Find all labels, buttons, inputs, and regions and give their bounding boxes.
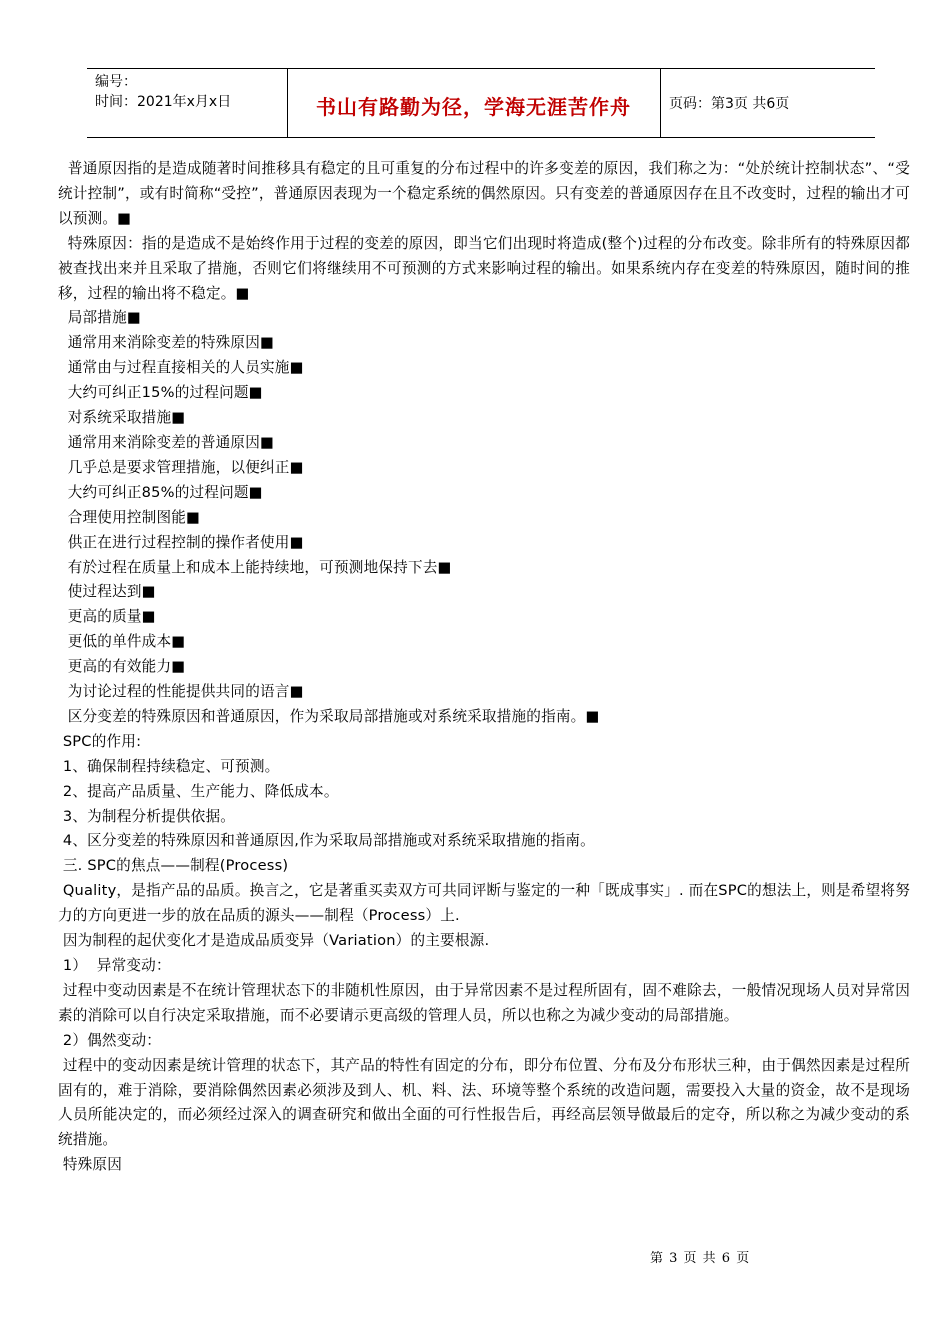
body-paragraph: 通常用来消除变差的普通原因■ [58,433,274,451]
body-paragraph: SPC的作用: [58,732,142,750]
body-paragraph: 4、区分变差的特殊原因和普通原因,作为采取局部措施或对系统采取措施的指南。 [58,832,595,850]
body-paragraph: 普通原因指的是造成随著时间推移具有稳定的且可重复的分布过程中的许多变差的原因，我们称之为：“处於统计控制状态”、“受统计控制”，或有时简称“受控”，普通原因表现为一个稳定系统的偶然原因。只有变差的普通原因存在且不改变时，过程的输出才可以预测。■ [58,160,910,227]
body-paragraph: 因为制程的起伏变化才是造成品质变异（Variation）的主要根源. [58,932,490,950]
header-page-cell [661,69,875,137]
header-page-number: 页码：第3页 共6页 [669,96,790,112]
page-header [87,68,875,138]
body-paragraph: 合理使用控制图能■ [58,508,201,526]
body-paragraph: 过程中的变动因素是统计管理的状态下，其产品的特性有固定的分布，即分布位置、分布及分布形状三种，由于偶然因素是过程所固有的，难于消除，要消除偶然因素必须涉及到人、机、料、法、环境等整个系统的改造问题，需要投入大量的资金，故不是现场人员所能决定的，而必须经过深入的调查研究和做出全面的可行性报告后，再经高层领导做最后的定夺，所以称之为减少变动的系统措施。 [58,1056,911,1149]
body-paragraph: 大约可纠正15%的过程问题■ [58,384,263,402]
header-info-cell [87,69,288,137]
body-paragraph: 更高的质量■ [58,608,156,626]
page-footer: 第 3 页 共 6 页 [650,1251,751,1266]
body-paragraph: 更高的有效能力■ [58,658,186,676]
body-paragraph: 为讨论过程的性能提供共同的语言■ [58,683,304,701]
body-paragraph: 大约可纠正85%的过程问题■ [58,483,263,501]
body-paragraph: 1） 异常变动： [58,957,171,974]
document-body [58,157,910,1178]
body-paragraph: 使过程达到■ [58,583,156,601]
body-paragraph: 对系统采取措施■ [58,409,186,427]
body-paragraph: 有於过程在质量上和成本上能持续地，可预测地保持下去■ [58,558,452,576]
body-paragraph: 几乎总是要求管理措施，以便纠正■ [58,458,304,476]
body-paragraph: 特殊原因 [58,1156,123,1174]
body-paragraph: 通常由与过程直接相关的人员实施■ [58,359,304,377]
body-paragraph: 局部措施■ [58,309,141,327]
body-paragraph: 特殊原因：指的是造成不是始终作用于过程的变差的原因，即当它们出现时将造成(整个)过程的分布改变。除非所有的特殊原因都被查找出来并且采取了措施，否则它们将继续用不可预测的方式来影响过程的输出。如果系统内存在变差的特殊原因，随时间的推移，过程的输出将不稳定。■ [58,234,910,302]
body-paragraph: 区分变差的特殊原因和普通原因，作为采取局部措施或对系统采取措施的指南。■ [58,707,600,725]
body-paragraph: 过程中变动因素是不在统计管理状态下的非随机性原因，由于异常因素不是过程所固有，固不难除去，一般情况现场人员对异常因素的消除可以自行决定采取措施，而不必要请示更高级的管理人员，所以也称之为减少变动的局部措施。 [58,981,911,1024]
body-paragraph: 通常用来消除变差的特殊原因■ [58,334,274,352]
body-paragraph: 2、提高产品质量、生产能力、降低成本。 [58,782,339,800]
document-date-label: 时间：2021年x月x日 [95,94,232,110]
body-paragraph: 2）偶然变动： [58,1031,162,1049]
header-motto-cell [287,69,661,137]
body-paragraph: 三. SPC的焦点——制程(Process) [58,857,289,875]
body-paragraph: 1、确保制程持续稳定、可预测。 [58,757,280,775]
body-paragraph: 供正在进行过程控制的操作者使用■ [58,533,304,551]
document-number-label: 编号： [95,74,137,90]
body-paragraph: Quality，是指产品的品质。换言之，它是著重买卖双方可共同评断与鉴定的一种「既成事实」. 而在SPC的想法上，则是希望将努力的方向更进一步的放在品质的源头——制程（Process）上. [58,882,910,925]
header-motto: 书山有路勤为径，学海无涯苦作舟 [316,95,631,119]
body-paragraph: 3、为制程分析提供依据。 [58,807,236,825]
body-paragraph: 更低的单件成本■ [58,633,186,651]
